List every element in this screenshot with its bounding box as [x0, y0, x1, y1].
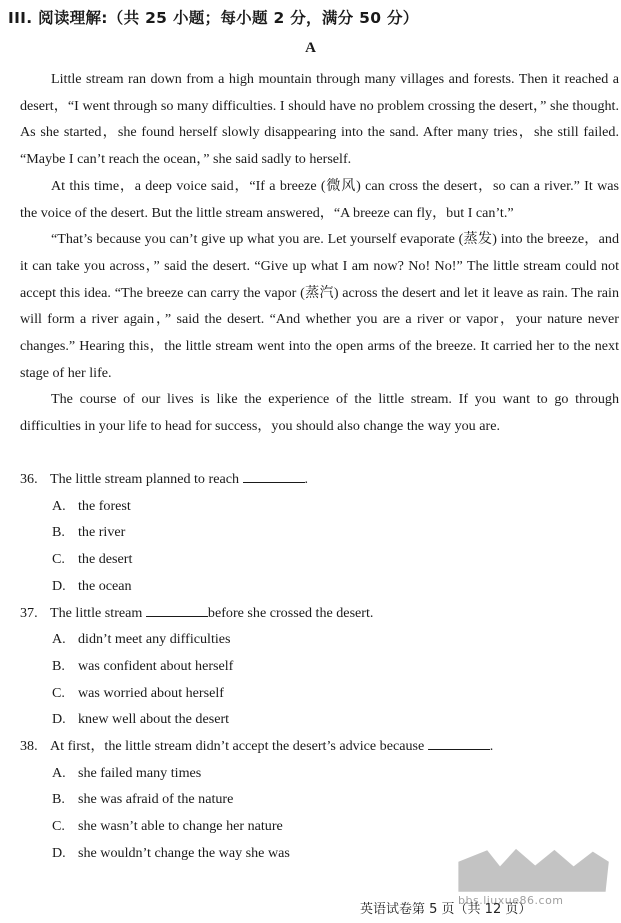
question-list: [20, 466, 610, 867]
section-heading: III. 阅读理解:（共 25 小题；每小题 2 分，满分 50 分）: [8, 9, 419, 27]
option-letter: D.: [52, 844, 66, 861]
option-text: she wouldn’t change the way she was: [78, 844, 290, 861]
option-text: didn’t meet any difficulties: [78, 631, 231, 648]
option-letter: B.: [52, 791, 65, 808]
page-footer: 英语试卷第 5 页（共 12 页）: [360, 902, 532, 917]
stem-text-after: .: [304, 471, 309, 487]
option-d: [20, 706, 610, 733]
option-c: [20, 546, 610, 573]
question-stem: [20, 466, 610, 493]
question-37: [20, 600, 610, 734]
option-text: the desert: [78, 551, 133, 568]
option-letter: A.: [52, 497, 66, 514]
stem-text: The little stream planned to reach: [50, 471, 240, 487]
option-text: the river: [78, 524, 126, 541]
question-number: 38.: [20, 738, 38, 755]
option-letter: D.: [52, 577, 66, 594]
watermark-url: bbs.liuxue86.com: [458, 894, 564, 907]
question-36: [20, 466, 610, 600]
option-text: the forest: [78, 497, 131, 514]
question-stem: [20, 733, 610, 760]
option-letter: C.: [52, 818, 65, 835]
option-a: [20, 626, 610, 653]
option-d: [20, 840, 610, 867]
option-letter: D.: [52, 711, 66, 728]
option-text: the ocean: [78, 577, 132, 594]
passage-label: A: [305, 40, 316, 56]
question-number: 36.: [20, 471, 38, 487]
stem-text-after: before she crossed the desert.: [207, 604, 374, 621]
option-letter: B.: [52, 524, 65, 541]
question-number: 37.: [20, 604, 38, 621]
question-stem: [20, 600, 610, 627]
passage-paragraph: Little stream ran down from a high mountain through many villages and forests. Then it reached a desert，“I went through so many difficulties. I should have no problem crossing the desert，” she thought. As she started，she found herself slowly disappearing into the sand. After many tries，she still failed. “Maybe I can’t reach the ocean，” she said sadly to herself.: [20, 71, 619, 168]
option-text: knew well about the desert: [78, 711, 230, 728]
option-letter: C.: [52, 551, 65, 568]
option-letter: C.: [52, 684, 65, 701]
answer-blank: [146, 602, 208, 617]
option-b: [20, 653, 610, 680]
option-d: [20, 573, 610, 600]
question-38: [20, 733, 610, 867]
option-letter: A.: [52, 764, 66, 781]
answer-blank: [428, 735, 490, 750]
option-a: [20, 760, 610, 787]
option-letter: A.: [52, 631, 66, 648]
option-a: [20, 493, 610, 520]
option-text: was worried about herself: [78, 684, 224, 701]
option-text: she was afraid of the nature: [78, 791, 234, 808]
option-text: was confident about herself: [78, 657, 234, 674]
option-c: [20, 680, 610, 707]
answer-blank: [243, 468, 305, 483]
passage-paragraph: The course of our lives is like the experience of the little stream. If you want to go through difficulties in your life to head for success，you should also change the way you are.: [20, 391, 619, 435]
stem-text: The little stream: [50, 604, 143, 621]
option-text: she failed many times: [78, 764, 202, 781]
passage-paragraph: At this time，a deep voice said，“If a breeze (微风) can cross the desert，so can a river.” It was the voice of the desert. But the little stream answered，“A breeze can fly，but I can’t.”: [20, 177, 619, 221]
reading-passage: [20, 66, 619, 440]
option-b: [20, 786, 610, 813]
option-b: [20, 519, 610, 546]
passage-paragraph: “That’s because you can’t give up what you are. Let yourself evaporate (蒸发) into the breeze，and it can take you across，” said the desert. “Give up what I am now? No! No!” The little stream could not accept this idea. “The breeze can carry the vapor (蒸汽) across the desert and let it leave as rain. The rain will form a river again，” said the desert. “And whether you are a river or vapor，your nature never changes.” Hearing this，the little stream went into the open arms of the breeze. It carried her to the next stage of her life.: [20, 231, 619, 381]
stem-text-after: .: [489, 738, 494, 755]
option-text: she wasn’t able to change her nature: [78, 818, 283, 835]
option-letter: B.: [52, 657, 65, 674]
stem-text: At first，the little stream didn’t accept the desert’s advice because: [50, 738, 425, 755]
option-c: [20, 813, 610, 840]
